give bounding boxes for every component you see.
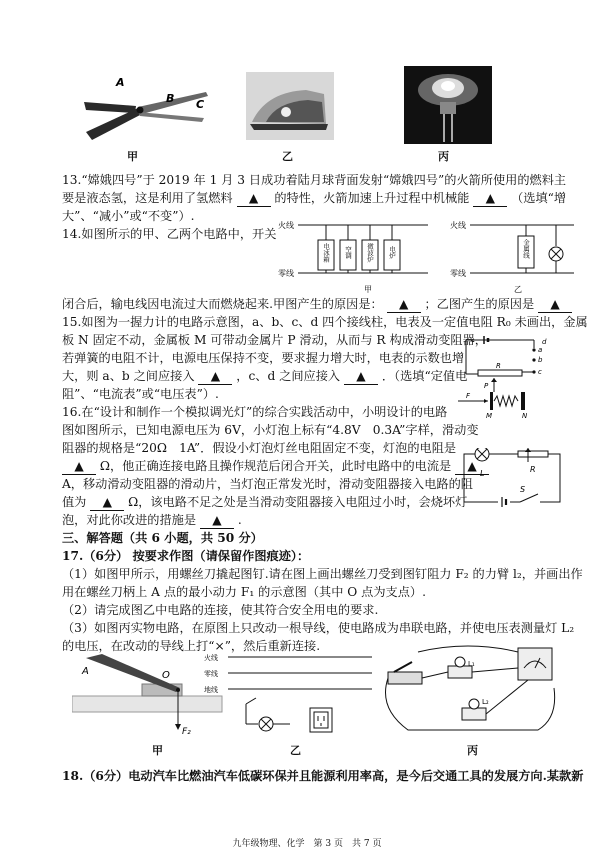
q17-ground-label: 地线 xyxy=(204,686,218,694)
q14-line1: 14.如图所示的甲、乙两个电路中，开关 xyxy=(62,227,277,241)
q15-label-c: c xyxy=(538,368,542,376)
q13-text-a: 要是液态氢，这是利用了氢燃料 xyxy=(62,191,233,205)
q13-blank-1: ▲ xyxy=(237,190,271,207)
q17-label-F2: F₂ xyxy=(182,727,191,737)
q17-fire-label: 火线 xyxy=(204,654,218,662)
iron-drawing xyxy=(246,72,334,140)
q14-text-b: ；乙图产生的原因是 xyxy=(424,297,535,311)
q15-line4 xyxy=(62,368,467,385)
q17-p1-line1: （1）如图甲所示，用螺丝刀撬起图钉.请在图上画出螺丝刀受到图钉阻力 F₂ 的力臂 l₂，并画出作 xyxy=(62,567,583,581)
q15-label-F: F xyxy=(466,392,471,400)
q16-text-b: 值为 xyxy=(62,495,87,509)
q16-blank-1: ▲ xyxy=(62,458,96,475)
q14-caption-jia: 甲 xyxy=(364,285,372,294)
scissors-drawing xyxy=(78,62,213,147)
q16-circuit-drawing xyxy=(460,448,570,510)
q16-line5: A，移动滑动变阻器的滑动片，当灯泡正常发光时，滑动变阻器接入电路的阻 xyxy=(62,477,473,491)
appliance-fridge: 电冰箱 xyxy=(322,243,330,263)
q17-label-L2: L₂ xyxy=(482,698,489,706)
q14-appliances xyxy=(318,225,400,273)
q14-line2 xyxy=(62,296,572,313)
q15-grip-figure xyxy=(454,334,554,422)
q13-text-c: （选填“增 xyxy=(511,191,567,205)
q14-zero-label-b: 零线 xyxy=(450,269,466,278)
q14-blank-2: ▲ xyxy=(538,296,572,313)
q13-line1: 13.“嫦娥四号”于 2019 年 1 月 3 日成功着陆月球背面发射“嫦娥四号”的火箭所使用的燃料主 xyxy=(62,173,567,187)
caption-yi-top: 乙 xyxy=(282,150,293,163)
q16-line6 xyxy=(62,494,467,511)
caption-jia-top: 甲 xyxy=(127,150,138,163)
q14-zero-label: 零线 xyxy=(278,269,294,278)
q15-label-b: b xyxy=(538,356,543,364)
q14-blank-1: ▲ xyxy=(387,296,421,313)
q17-household-circuit xyxy=(200,648,376,740)
label-C: C xyxy=(196,98,205,111)
label-B: B xyxy=(166,92,175,105)
q15-label-R: R xyxy=(496,362,501,370)
q15-line2: 板 N 固定不动，金属板 M 可带动金属片 P 滑动，从而与 R 构成滑动变阻器， xyxy=(62,333,487,347)
q16-blank-2: ▲ xyxy=(455,458,489,475)
q15-label-d: d xyxy=(542,338,547,346)
scissors-figure xyxy=(78,62,213,147)
q15-text-b: ，c、d 之间应接入 xyxy=(236,369,341,383)
page-footer: 九年级物理、化学 第 3 页 共 7 页 xyxy=(232,839,382,849)
q16-text-d: 泡，对此你改进的措施是 xyxy=(62,513,197,527)
q15-line1: 15.如图为一握力计的电路示意图，a、b、c、d 四个接线柱，电表及一定值电阻 R₀ 未画出，金属 xyxy=(62,315,588,329)
q17-physical-circuit xyxy=(378,638,568,742)
q13-line3: 大”、“减小”或“不变”）. xyxy=(62,209,195,223)
q15-line3: 若弹簧的电阻不计，电源电压保持不变，要求握力增大时，电表的示数也增 xyxy=(62,351,465,365)
q16-circuit-figure xyxy=(460,448,570,510)
q13-blank-2: ▲ xyxy=(473,190,507,207)
q15-label-M: M xyxy=(486,412,493,420)
q16-label-S: S xyxy=(520,485,526,494)
iron-photo xyxy=(246,72,334,140)
q16-blank-4: ▲ xyxy=(200,512,234,529)
label-A: A xyxy=(116,76,125,89)
q15-grip-drawing xyxy=(454,334,554,422)
appliance-ac: 空调 xyxy=(344,246,352,259)
q16-label-L: L xyxy=(480,469,485,478)
q16-line4 xyxy=(62,458,489,475)
q13-line2 xyxy=(62,190,566,207)
appliance-stove: 电炉 xyxy=(388,246,396,259)
q15-label-P: P xyxy=(484,382,489,390)
q17-zero-label: 零线 xyxy=(204,670,218,678)
q15-blank-1: ▲ xyxy=(198,368,232,385)
q16-line2: 图如图所示，已知电源电压为 6V，小灯泡上标有“4.8V 0.3A”字样，滑动变 xyxy=(62,423,479,437)
led-photo xyxy=(404,66,492,144)
q17-physical-drawing xyxy=(378,638,568,742)
q14-text-a: 闭合后，输电线因电流过大而燃烧起来.甲图产生的原因是： xyxy=(62,297,383,311)
q17-label-L1: L₁ xyxy=(468,660,475,668)
q17-p1-line2: 用在螺丝刀柄上 A 点的最小动力 F₁ 的示意图（其中 O 点为支点）. xyxy=(62,585,426,599)
q14-circuit-figure xyxy=(278,218,578,296)
q15-line5: 阻”、“电流表”或“电压表”）. xyxy=(62,387,219,401)
q16-label-R: R xyxy=(530,465,536,474)
q17-caption-yi: 乙 xyxy=(290,744,301,757)
q14-circuit-drawing xyxy=(278,218,578,296)
q17-label-A: A xyxy=(82,666,89,677)
q14-metal-wire: 金属线 xyxy=(522,239,530,259)
q15-text-c: ．（选填“定值电 xyxy=(381,369,468,383)
q18-line1: 18.（6分）电动汽车比燃油汽车低碳环保并且能源利用率高，是今后交通工具的发展方向.某款新 xyxy=(62,769,584,783)
q15-label-a: a xyxy=(538,346,543,354)
caption-bing-top: 丙 xyxy=(438,150,449,163)
appliance-microwave: 微波炉 xyxy=(366,243,374,263)
q17-title: 17.（6分） 按要求作图（请保留作图痕迹）： xyxy=(62,549,310,563)
q16-text-c: Ω，该电路不足之处是当滑动变阻器接入电阻过小时，会烧坏灯 xyxy=(128,495,468,509)
q16-line3: 阻器的规格是“20Ω 1A”．假设小灯泡灯丝电阻固定不变，灯泡的电阻是 xyxy=(62,441,457,455)
q17-p2: （2）请完成图乙中电路的连接，使其符合安全用电的要求. xyxy=(62,603,379,617)
q15-text-a: 大，则 a、b 之间应接入 xyxy=(62,369,195,383)
section3-heading: 三、解答题（共 6 小题，共 50 分） xyxy=(62,531,263,545)
q17-label-O: O xyxy=(162,670,170,681)
q14-caption-yi: 乙 xyxy=(514,285,522,294)
q15-blank-2: ▲ xyxy=(344,368,378,385)
led-drawing xyxy=(404,66,492,144)
q17-caption-bing: 丙 xyxy=(467,744,478,757)
q15-label-N: N xyxy=(522,412,528,420)
q17-caption-jia: 甲 xyxy=(152,744,163,757)
q16-text-a: Ω，他正确连接电路且操作规范后闭合开关，此时电路中的电流是 xyxy=(99,459,452,473)
q16-line7: 泡，对此你改进的措施是 ▲ . xyxy=(62,513,242,527)
q14-fire-label-b: 火线 xyxy=(450,221,466,230)
q14-fire-label: 火线 xyxy=(278,221,294,230)
q16-blank-3: ▲ xyxy=(90,494,124,511)
q13-text-b: 的特性，火箭加速上升过程中机械能 xyxy=(274,191,470,205)
q16-line1: 16.在“设计和制作一个模拟调光灯”的综合实践活动中，小明设计的电路 xyxy=(62,405,448,419)
q17-p3-line2: 的电压，在改动的导线上打“×”，然后重新连接. xyxy=(62,639,321,653)
q17-household-drawing xyxy=(200,648,376,740)
q17-p3-line1: （3）如图丙实物电路，在原图上只改动一根导线，使电路成为串联电路，并使电压表测量灯 L₂ xyxy=(62,621,575,635)
